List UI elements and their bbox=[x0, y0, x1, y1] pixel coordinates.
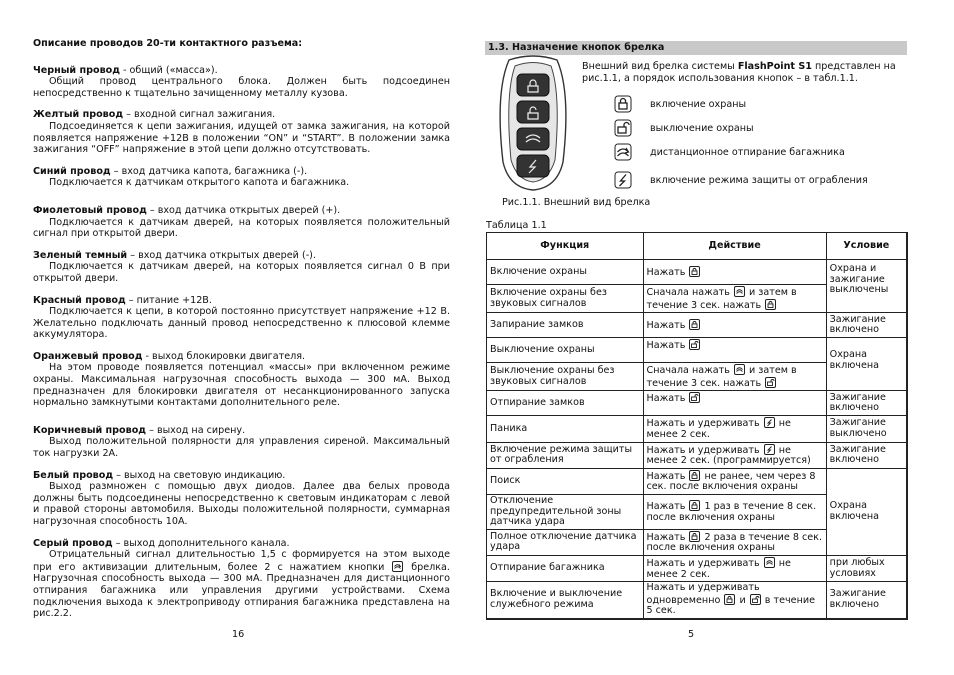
legend-item bbox=[614, 143, 914, 163]
intro-text bbox=[582, 61, 907, 85]
wire-label: – питание +12В. bbox=[125, 294, 212, 306]
wire-red bbox=[33, 295, 450, 341]
legend-text: включение охраны bbox=[650, 99, 747, 110]
wire-name: Синий провод bbox=[33, 165, 111, 177]
wire-label: – вход датчика открытых дверей (-). bbox=[127, 249, 316, 261]
wire-label: - выход блокировки двигателя. bbox=[142, 350, 306, 362]
wire-name: Фиолетовый провод bbox=[33, 204, 147, 216]
table-row bbox=[487, 468, 908, 494]
action-text: в течение 5 сек. bbox=[646, 594, 815, 617]
wire-label: – выход на сирену. bbox=[146, 424, 246, 436]
lock-closed-icon bbox=[614, 95, 632, 113]
column-header: Действие bbox=[643, 233, 826, 260]
function-cell: Отключение предупредительной зоны датчика удара bbox=[487, 494, 644, 529]
wire-label: – входной сигнал зажигания. bbox=[123, 109, 276, 121]
right-page bbox=[477, 0, 954, 675]
condition-cell: Зажигание включено bbox=[826, 313, 907, 338]
action-text: не менее 2 сек. bbox=[646, 557, 791, 580]
table-row bbox=[487, 338, 908, 363]
action-text: Нажать bbox=[646, 531, 689, 543]
function-cell: Отпирание багажника bbox=[487, 555, 644, 581]
table-caption: Таблица 1.1 bbox=[486, 220, 547, 231]
intro-part: представлен на рис.1.1, а порядок использования кнопок – в табл.1.1. bbox=[582, 61, 896, 84]
action-cell bbox=[643, 494, 826, 529]
action-text: не менее 2 сек. (программируется) bbox=[646, 444, 811, 467]
action-cell bbox=[643, 338, 826, 363]
function-cell: Полное отключение датчика удара bbox=[487, 529, 644, 555]
figure-caption: Рис.1.1. Внешний вид брелка bbox=[502, 197, 651, 208]
condition-cell: Охрана включена bbox=[826, 468, 907, 555]
action-cell bbox=[643, 555, 826, 581]
brand-name: FlashPoint S1 bbox=[737, 61, 812, 72]
lock-closed-icon bbox=[724, 594, 735, 605]
action-text: 1 раз в течение 8 сек. после включения охраны bbox=[646, 501, 817, 523]
action-text: не менее 2 сек. bbox=[646, 418, 791, 440]
condition-cell: Зажигание выключено bbox=[826, 416, 907, 442]
wire-name: Черный провод bbox=[33, 64, 120, 76]
trunk-icon bbox=[734, 364, 745, 375]
intro-part: Внешний вид брелка системы bbox=[582, 61, 738, 72]
lock-closed-icon bbox=[689, 531, 700, 542]
wire-desc: Подключается к датчикам дверей, на которых появляется положительный сигнал при открытой двери. bbox=[33, 216, 450, 240]
action-text: Нажать и удерживать bbox=[646, 444, 763, 456]
wire-desc: Выход положительной полярности для управления сиреной. Максимальный ток нагрузки 2А. bbox=[33, 436, 450, 460]
action-text: и затем в течение 3 сек. нажать bbox=[646, 365, 797, 389]
action-cell bbox=[643, 442, 826, 468]
wire-blue bbox=[33, 166, 450, 189]
legend-text: включение режима защиты от ограбления bbox=[650, 175, 868, 186]
table-row bbox=[487, 442, 908, 468]
wire-desc-part: брелка. Нагрузочная способность выхода — 300 мА. Предназначен для дистанционного отпирания багажника или управления другими устройствами. Схема подключения выхода к электроприводу отпирания багажника представлена на рис.2.2. bbox=[33, 561, 450, 620]
buttons-table bbox=[486, 232, 908, 620]
action-cell bbox=[643, 363, 826, 391]
wire-label: - общий («масса»). bbox=[120, 64, 218, 76]
action-cell bbox=[643, 313, 826, 338]
wire-label: – выход дополнительного канала. bbox=[112, 537, 290, 549]
condition-cell: Охрана включена bbox=[826, 338, 907, 391]
wire-name: Коричневый провод bbox=[33, 424, 147, 436]
legend-item bbox=[614, 119, 914, 139]
page-number: 16 bbox=[232, 629, 245, 640]
table-row bbox=[487, 260, 908, 285]
wire-desc: Выход размножен с помощью двух диодов. Далее два белых провода должны быть подсоединены непосредственно к световым индикаторам с левой и правой стороны автомобиля. Выходы положительной полярности, суммарная нагрузочная способность 10А. bbox=[33, 481, 450, 527]
function-cell: Включение охраны bbox=[487, 260, 644, 285]
action-cell bbox=[643, 260, 826, 285]
wire-desc bbox=[33, 549, 450, 620]
trunk-icon bbox=[734, 286, 745, 297]
action-text: 2 раза в течение 8 сек. после включения охраны bbox=[646, 531, 823, 554]
wire-descriptions bbox=[33, 38, 450, 630]
wire-label: – выход на световую индикацию. bbox=[113, 469, 286, 481]
legend-item bbox=[614, 171, 914, 191]
lock-open-icon bbox=[750, 594, 761, 605]
wire-desc: На этом проводе появляется потенциал «массы» при включенном режиме охраны. Максимальная нагрузочная способность выхода — 300 мА. Выход предназначен для блокировки двигателя от несанкционированного запуска нормально замкнутыми контактами дополнительного реле. bbox=[33, 362, 450, 409]
condition-cell: Охрана и зажигание выключены bbox=[826, 260, 907, 313]
function-cell: Выключение охраны bbox=[487, 338, 644, 363]
wire-desc: Подключается к цепи, в которой постоянно присутствует напряжение +12 В. Желательно подключать данный провод непосредственно к плюсовой клемме аккумулятора. bbox=[33, 306, 450, 341]
lock-open-icon bbox=[765, 377, 776, 388]
action-text: Нажать и удерживать bbox=[646, 418, 763, 430]
function-cell: Выключение охраны без звуковых сигналов bbox=[487, 363, 644, 391]
action-text: и затем в течение 3 сек. нажать bbox=[646, 287, 797, 311]
wire-desc: Общий провод центрального блока. Должен быть подсоединен непосредственно к тщательно зачищенному металлу кузова. bbox=[33, 76, 450, 99]
wire-desc: Подключается к датчикам дверей, на которых появляется сигнал 0 В при открытой двери. bbox=[33, 261, 450, 284]
column-header: Функция bbox=[487, 233, 644, 260]
table-row bbox=[487, 313, 908, 338]
function-cell: Включение и выключение служебного режима bbox=[487, 582, 644, 619]
action-cell bbox=[643, 416, 826, 442]
wire-black bbox=[33, 65, 450, 100]
lock-closed-icon bbox=[689, 500, 700, 511]
action-text: Нажать bbox=[646, 393, 689, 405]
page-number: 5 bbox=[688, 629, 695, 640]
action-text: Сначала нажать bbox=[646, 287, 733, 298]
lock-open-icon bbox=[689, 339, 700, 350]
table-row bbox=[487, 416, 908, 442]
action-text: Сначала нажать bbox=[646, 365, 733, 377]
wire-orange bbox=[33, 351, 450, 409]
wire-name: Белый провод bbox=[33, 469, 114, 481]
action-cell bbox=[643, 468, 826, 494]
legend-text: выключение охраны bbox=[650, 123, 754, 134]
table-header-row bbox=[487, 233, 908, 260]
action-cell bbox=[643, 391, 826, 416]
function-cell: Включение охраны без звуковых сигналов bbox=[487, 285, 644, 313]
wire-brown bbox=[33, 425, 450, 460]
section-title: 1.3. Назначение кнопок брелка bbox=[485, 41, 907, 55]
wire-desc-part: Отрицательный сигнал длительностью 1,5 с формируется на этом выходе при его активизации длительным, более 2 с нажатием кнопки bbox=[33, 549, 450, 573]
function-cell: Включение режима защиты от ограбления bbox=[487, 442, 644, 468]
function-cell: Паника bbox=[487, 416, 644, 442]
lock-open-icon bbox=[614, 119, 632, 137]
lock-closed-icon bbox=[689, 266, 700, 277]
wire-label: – вход датчика капота, багажника (-). bbox=[110, 165, 308, 177]
action-text: Нажать bbox=[646, 470, 689, 482]
action-text: Нажать bbox=[646, 266, 689, 278]
action-text: Нажать bbox=[646, 319, 689, 331]
wire-name: Желтый провод bbox=[33, 109, 124, 121]
action-text: Нажать и удерживать одновременно bbox=[646, 582, 760, 606]
action-cell bbox=[643, 582, 826, 619]
legend-item bbox=[614, 95, 914, 115]
wire-name: Зеленый темный bbox=[33, 249, 128, 261]
wire-name: Оранжевый провод bbox=[33, 350, 143, 362]
action-cell bbox=[643, 285, 826, 313]
action-text: Нажать bbox=[646, 340, 689, 352]
action-text: Нажать и удерживать bbox=[646, 557, 763, 569]
table-row bbox=[487, 582, 908, 619]
wire-desc: Подсоединяется к цепи зажигания, идущей от замка зажигания, на которой появляется напряжение +12В в положении “ON” и “START”. В положении замка зажигания “OFF” напряжение в этой цепи должно отсутствовать. bbox=[33, 120, 450, 156]
wire-grey bbox=[33, 538, 450, 620]
condition-cell: Зажигание включено bbox=[826, 442, 907, 468]
wire-yellow bbox=[33, 109, 450, 155]
wire-violet bbox=[33, 205, 450, 240]
lock-closed-icon bbox=[689, 319, 700, 330]
table-row bbox=[487, 391, 908, 416]
action-text: Нажать bbox=[646, 501, 689, 513]
action-text: не ранее, чем через 8 сек. после включения охраны bbox=[646, 470, 816, 493]
lock-closed-icon bbox=[689, 470, 700, 481]
table-row bbox=[487, 555, 908, 581]
lightning-icon bbox=[764, 444, 775, 455]
wire-name: Красный провод bbox=[33, 294, 126, 306]
lock-open-icon bbox=[689, 392, 700, 403]
lock-closed-icon bbox=[765, 299, 776, 310]
function-cell: Запирание замков bbox=[487, 313, 644, 338]
condition-cell: Зажигание включено bbox=[826, 391, 907, 416]
wires-heading: Описание проводов 20-ти контактного разъема: bbox=[33, 38, 303, 49]
condition-cell: Зажигание включено bbox=[826, 582, 907, 619]
wire-name: Серый провод bbox=[33, 537, 113, 549]
wire-desc: Подключается к датчикам открытого капота и багажника. bbox=[49, 177, 350, 189]
function-cell: Поиск bbox=[487, 468, 644, 494]
trunk-icon bbox=[764, 557, 775, 568]
wire-white bbox=[33, 470, 450, 528]
trunk-icon bbox=[392, 561, 403, 572]
lightning-icon bbox=[764, 417, 775, 428]
key-fob-image bbox=[491, 52, 576, 201]
lightning-icon bbox=[614, 171, 632, 189]
action-cell bbox=[643, 529, 826, 555]
function-cell: Отпирание замков bbox=[487, 391, 644, 416]
legend-text: дистанционное отпирание багажника bbox=[650, 147, 845, 158]
wire-label: – вход датчика открытых дверей (+). bbox=[146, 204, 341, 216]
column-header: Условие bbox=[826, 233, 907, 260]
condition-cell: при любых условиях bbox=[826, 555, 907, 581]
action-text: и bbox=[736, 594, 749, 606]
trunk-icon bbox=[614, 143, 632, 161]
wire-dark-green bbox=[33, 250, 450, 285]
